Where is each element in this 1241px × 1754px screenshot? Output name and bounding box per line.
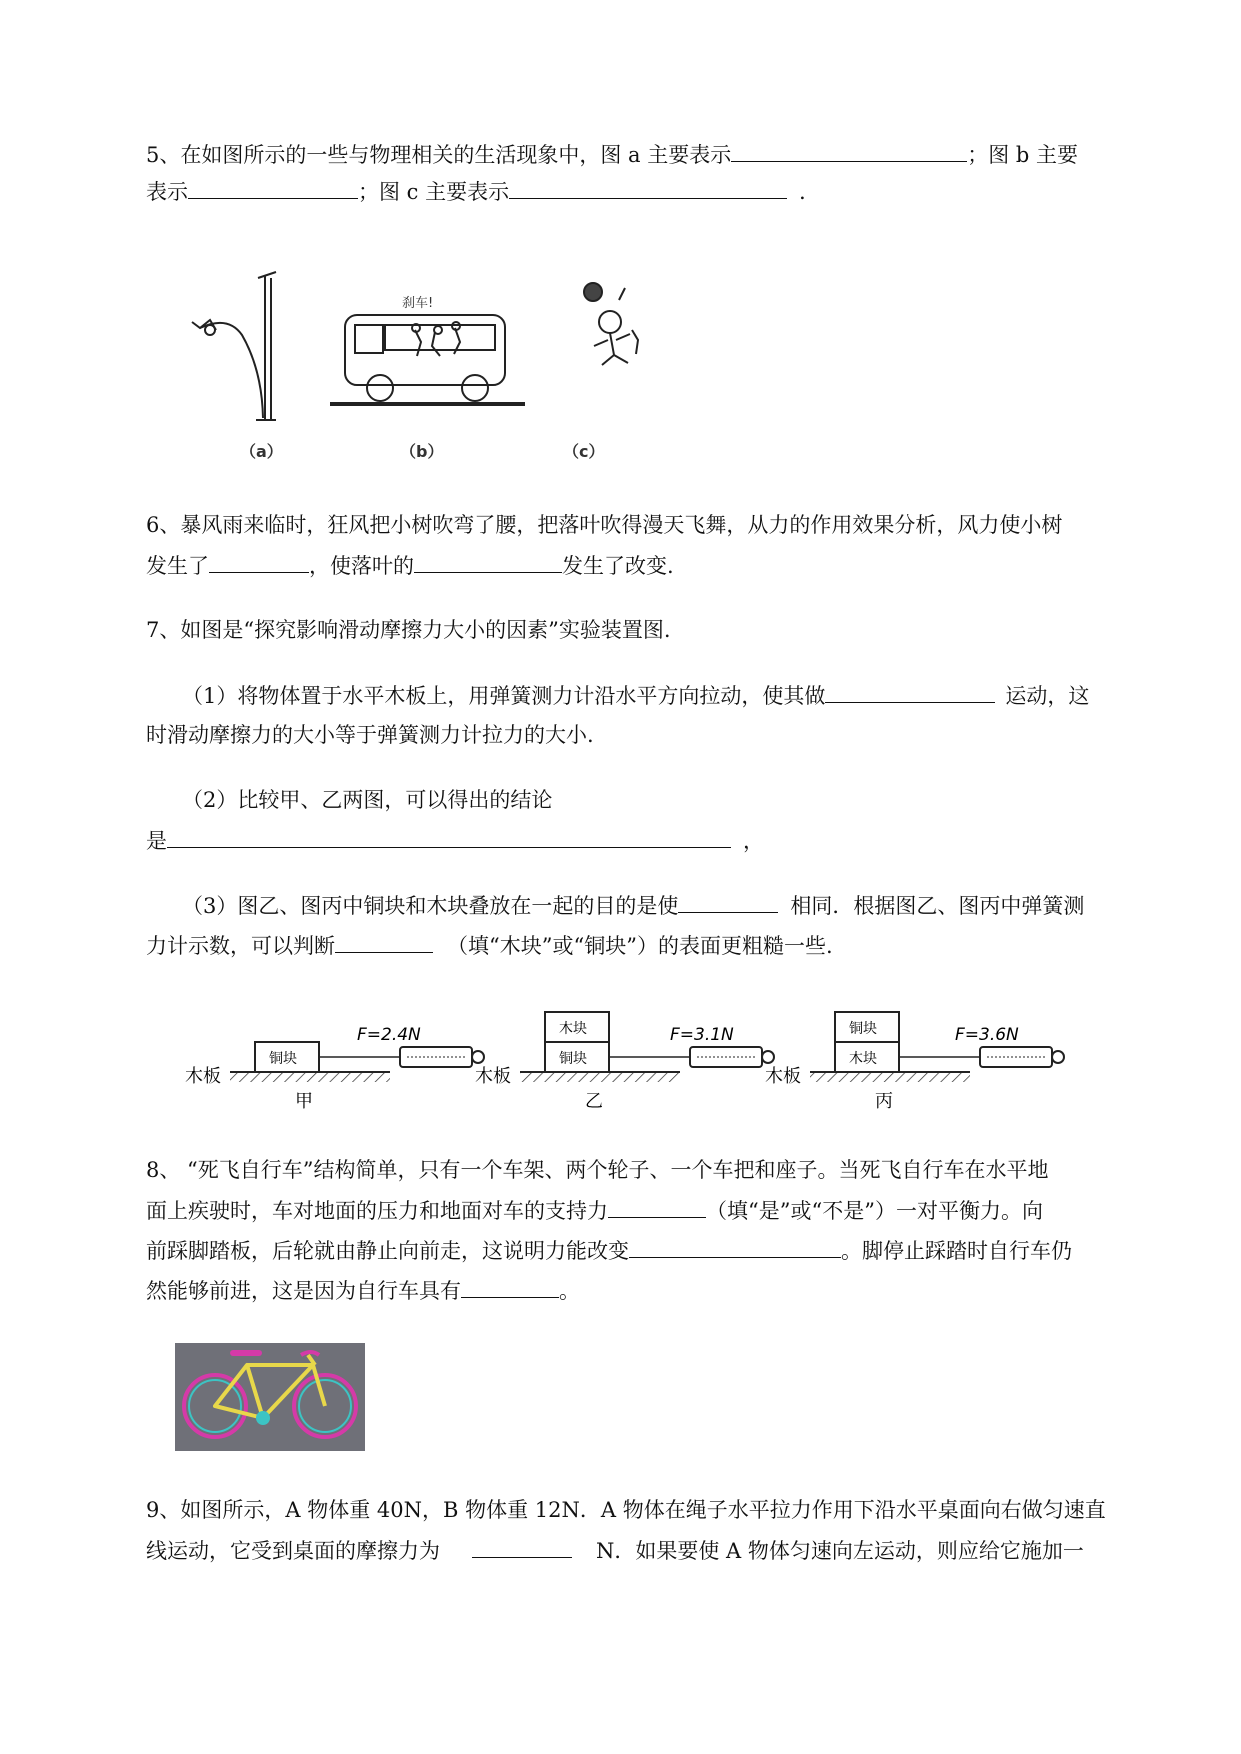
panel-jia — [185, 1025, 484, 1112]
q7-p3-line-1: （3）图乙、图丙中铜块和木块叠放在一起的目的是使 相同．根据图乙、图丙中弹簧测 — [182, 890, 1084, 921]
q7-p1-line-2: 时滑动摩擦力的大小等于弹簧测力计拉力的大小. — [146, 723, 594, 747]
q7-p1-line-1: （1）将物体置于水平木板上，用弹簧测力计沿水平方向拉动，使其做 运动，这 — [182, 680, 1089, 711]
q8-line-2: 面上疾驶时，车对地面的压力和地面对车的支持力 （填“是”或“不是”）一对平衡力。向 — [146, 1195, 1043, 1226]
bing-copper-label: 铜块 — [849, 1021, 877, 1037]
yi-copper-label: 铜块 — [559, 1051, 587, 1067]
q8-blank-1[interactable] — [608, 1195, 706, 1218]
q5-figure — [170, 270, 640, 470]
q6-line-1: 6、暴风雨来临时，狂风把小树吹弯了腰，把落叶吹得漫天飞舞，从力的作用效果分析，风力使小树 — [146, 513, 1063, 537]
jia-board-label: 木板 — [185, 1066, 221, 1087]
bicycle-image — [175, 1343, 365, 1451]
yi-wood-label: 木块 — [559, 1021, 587, 1037]
q8-blank-3[interactable] — [461, 1275, 559, 1298]
bing-name: 丙 — [875, 1091, 893, 1112]
q7-blank-1[interactable] — [825, 680, 995, 703]
q6-blank-a[interactable] — [209, 550, 309, 573]
panel-bing — [765, 1012, 1064, 1112]
q5-blank-a[interactable] — [731, 139, 967, 162]
bing-board-label: 木板 — [765, 1066, 801, 1087]
yi-board-label: 木板 — [475, 1066, 511, 1087]
q9-line-2: 线运动，它受到桌面的摩擦力为 N．如果要使 A 物体匀速向左运动，则应给它施加一 — [146, 1535, 1084, 1566]
q5-caption-c: （c） — [563, 442, 605, 461]
q5-blank-c[interactable] — [509, 176, 787, 199]
q9-blank-1[interactable] — [472, 1535, 572, 1558]
jia-name: 甲 — [295, 1091, 313, 1112]
q8-line-1: 8、 “死飞自行车”结构简单，只有一个车架、两个轮子、一个车把和座子。当死飞自行车在水平地 — [146, 1158, 1049, 1182]
q5-line-2: 表示 ；图 c 主要表示 ． — [146, 176, 820, 207]
q8-line-4: 然能够前进，这是因为自行车具有 。 — [146, 1275, 580, 1306]
yi-name: 乙 — [585, 1091, 603, 1112]
bing-force: F=3.6N — [955, 1025, 1019, 1045]
q5-figure-b — [330, 315, 525, 404]
q5-caption-b: （b） — [400, 442, 444, 461]
q5-bus-sign: 刹车! — [402, 296, 434, 311]
q7-blank-4[interactable] — [335, 930, 433, 953]
q5-figure-c — [584, 283, 638, 365]
q6-blank-b[interactable] — [414, 550, 562, 573]
panel-yi — [475, 1012, 774, 1112]
q7-blank-2[interactable] — [167, 825, 731, 848]
q7-p3-line-2: 力计示数，可以判断 （填“木块”或“铜块”）的表面更粗糙一些. — [146, 930, 833, 961]
q7-intro: 7、如图是“探究影响滑动摩擦力大小的因素”实验装置图. — [146, 618, 671, 642]
yi-force: F=3.1N — [670, 1025, 734, 1045]
q5-blank-b[interactable] — [188, 176, 358, 199]
q6-line-2: 发生了 ，使落叶的 发生了改变. — [146, 550, 674, 581]
q5-caption-a: （a） — [240, 442, 283, 461]
q5-line-1: 5、在如图所示的一些与物理相关的生活现象中，图 a 主要表示 ；图 b 主要 — [146, 139, 1078, 170]
jia-force: F=2.4N — [357, 1025, 421, 1045]
q7-figure — [185, 1000, 1085, 1120]
bing-wood-label: 木块 — [849, 1051, 877, 1067]
jia-copper-label: 铜块 — [269, 1051, 297, 1067]
q5-figure-a — [192, 272, 276, 420]
q7-p2-line-1: （2）比较甲、乙两图，可以得出的结论 — [182, 788, 553, 812]
q7-p2-line-2: 是 ， — [146, 825, 764, 856]
q9-line-1: 9、如图所示，A 物体重 40N，B 物体重 12N．A 物体在绳子水平拉力作用下沿水平桌面向右做匀速直 — [146, 1498, 1106, 1522]
q7-blank-3[interactable] — [678, 890, 778, 913]
q8-blank-2[interactable] — [629, 1235, 841, 1258]
q8-line-3: 前踩脚踏板，后轮就由静止向前走，这说明力能改变 。脚停止踩踏时自行车仍 — [146, 1235, 1072, 1266]
